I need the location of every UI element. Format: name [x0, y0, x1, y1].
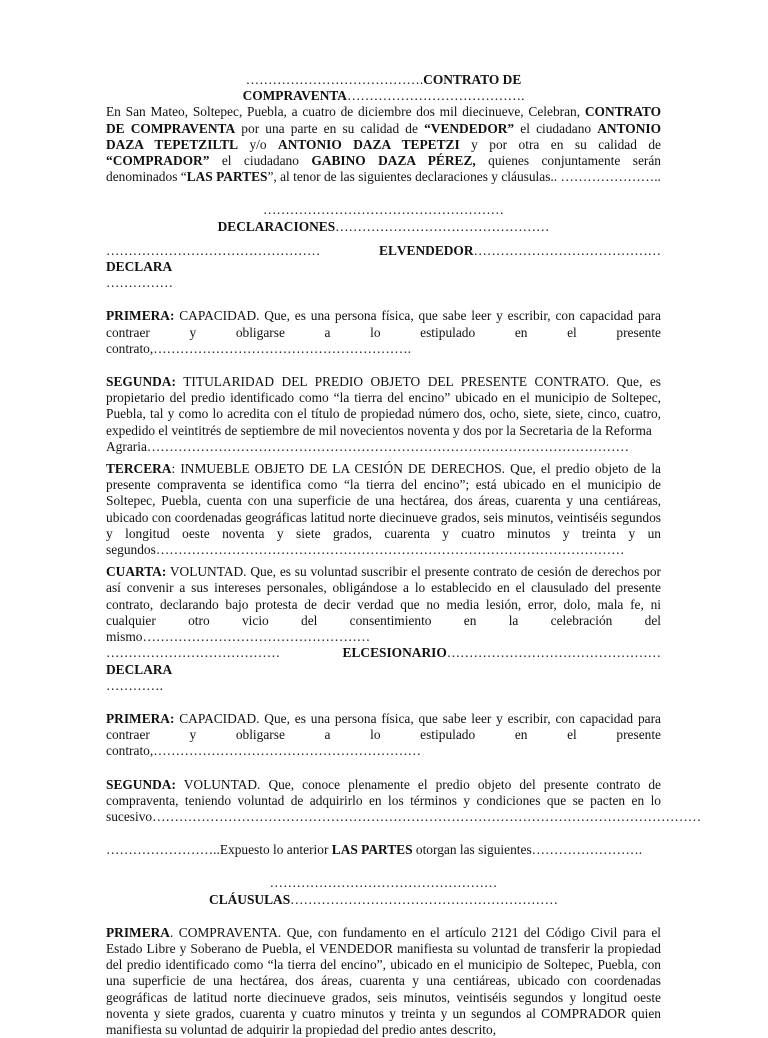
clause-label: TERCERA — [106, 461, 172, 477]
heading-dots: ………………………………………… — [446, 645, 661, 661]
heading-segment — [106, 645, 343, 677]
declara-vendedor-heading — [106, 243, 661, 275]
intro-text: y por otra en su calidad de — [459, 136, 661, 152]
clause-text: . COMPRAVENTA. Que, con fundamento en el artículo 2121 del Código Civil para el Estado Libre y Soberano de Puebla, el VENDEDOR manifiesta su voluntad de transferir la propiedad del predio identificado como “la tierra del encino”, ubicado en el municipio de Soltepec, Puebla, con una superficie de una hectárea, dos áreas, cuarenta y una centiáreas, ubicado con coordenadas geográficas de latitud norte diecinueve grados, seis minutos, veintiséis segundos y longitud oeste noventa y siete grados, cuarenta y cuatro minutos y treinta y un segundos al COMPRADOR quien manifiesta su voluntad de adquirir la propiedad del predio antes descrito, — [106, 924, 661, 1037]
vendedor-cuarta — [106, 564, 661, 645]
vendedor-primera — [106, 308, 661, 357]
heading-word: DECLARA — [106, 259, 173, 275]
title-dots-right: …………………………………. — [346, 88, 525, 104]
declaraciones-label: DECLARACIONES — [217, 218, 336, 234]
clause-label: PRIMERA: — [106, 710, 175, 726]
intro-parties: LAS PARTES — [186, 169, 268, 185]
clause-text: VOLUNTAD. Que, conoce plenamente el predio objeto del presente contrato de compraventa, teniendo voluntad de adquirirlo en los términos y condiciones que se pacten en lo sucesivo…………………………………………………………………………………………………………… — [106, 776, 702, 824]
intro-text: por una parte en su calidad de — [235, 120, 425, 136]
intro-buyer-name: GABINO DAZA PÉREZ, — [311, 153, 476, 169]
heading-dots: ………………………………………… — [106, 242, 321, 258]
intro-seller-alias: ANTONIO DAZA TEPETZI — [278, 136, 460, 152]
heading-word: DECLARA — [106, 661, 173, 677]
intro-text: ”, al tenor de las siguientes declaraciones y cláusulas.. ………………….. — [267, 169, 661, 185]
clausulas-label: CLÁUSULAS — [209, 891, 291, 907]
intro-paragraph — [106, 104, 661, 185]
document-title-line — [106, 72, 661, 104]
clause-text: : INMUEBLE OBJETO DE LA CESIÓN DE DERECHOS. Que, el predio objeto de la presente compraventa se identifica como “la tierra del encino”; está ubicado en el municipio de Soltepec, Puebla, cuenta con una superficie de una hectárea, dos áreas, cuarenta y una centiáreas, ubicado con coordenadas geográficas latitud norte diecinueve grados, seis minutos, veintiséis segundos y longitud oeste noventa y siete grados, cuarenta y cuatro minutos y treinta y un segundos…………………………………………………………………………………………… — [106, 461, 661, 558]
heading-word: VENDEDOR — [396, 242, 474, 258]
intro-contract-type: CONTRATO DE COMPRAVENTA — [106, 104, 661, 136]
heading-segment — [397, 243, 661, 275]
contract-document — [106, 72, 702, 1038]
clause-text: Agraria……………………………………………………………………………………………… — [106, 438, 629, 454]
heading-dots: ………………………………… — [106, 645, 281, 661]
heading-dots: ………………………………………… — [335, 218, 550, 234]
title-dots-left: …………………………………. — [245, 72, 424, 87]
clause-label: PRIMERA — [106, 924, 170, 940]
clause-label: PRIMERA: — [106, 308, 175, 324]
heading-dots-continuation — [106, 678, 661, 694]
intro-text: quienes conjuntamente serán denominados “ — [106, 153, 661, 185]
expuesto-paragraph — [106, 842, 661, 858]
heading-dots: …………………………………………………… — [290, 891, 558, 907]
heading-word: EL — [379, 242, 397, 258]
cesionario-segunda — [106, 776, 702, 826]
clause-label: CUARTA: — [106, 564, 167, 580]
heading-dots: …………………………………………… — [269, 875, 498, 891]
declaraciones-heading — [106, 202, 661, 234]
heading-segment — [360, 645, 661, 677]
vendedor-segunda-tail — [106, 439, 661, 455]
clausula-primera — [106, 925, 661, 1038]
intro-buyer-role: “COMPRADOR” — [106, 153, 210, 169]
heading-segment — [106, 243, 379, 275]
heading-dots: …………… — [106, 275, 173, 291]
heading-dots-continuation — [106, 275, 661, 291]
heading-word: CESIONARIO — [360, 645, 447, 661]
expuesto-text: otorgan las siguientes……………………. — [412, 842, 643, 858]
cesionario-primera — [106, 711, 661, 760]
document-title: CONTRATO DE COMPRAVENTA — [242, 72, 522, 104]
vendedor-segunda — [106, 374, 661, 439]
clause-label: SEGUNDA: — [106, 374, 176, 390]
intro-seller-name: ANTONIO DAZA TEPETZILTL — [106, 120, 661, 152]
heading-word: EL — [342, 645, 361, 661]
heading-dots: …………………………………… — [473, 242, 661, 258]
expuesto-parties: LAS PARTES — [331, 842, 413, 858]
clause-text: VOLUNTAD. Que, es su voluntad suscribir el presente contrato de cesión de derechos por así convenir a sus intereses personales, obligándose a lo establecido en el clausulado del presente contrato, declarando bajo protesta de decir verdad que no media lesión, error, dolo, mala fe, ni cualquier otro vicio del consentimiento en la celebración del mismo…………………………………………… — [106, 564, 661, 645]
vendedor-tercera — [106, 461, 661, 558]
heading-dots: …………. — [106, 677, 163, 693]
intro-seller-role: “VENDEDOR” — [424, 120, 515, 136]
clause-text: CAPACIDAD. Que, es una persona física, que sabe leer y escribir, con capacidad para contraer y obligarse a lo estipulado en el presente contrato,…………………………………………………… — [106, 710, 661, 759]
intro-text: y/o — [238, 136, 279, 152]
expuesto-text: ……………………..Expuesto lo anterior — [106, 842, 332, 858]
clause-label: SEGUNDA: — [106, 776, 176, 792]
heading-dots: ……………………………………………… — [262, 202, 505, 218]
intro-text: el ciudadano — [209, 153, 312, 169]
clausulas-heading — [106, 875, 661, 907]
intro-text: el ciudadano — [514, 120, 598, 136]
intro-text: En San Mateo, Soltepec, Puebla, a cuatro de diciembre dos mil diecinueve, Celebran, — [106, 104, 585, 120]
clause-text: TITULARIDAD DEL PREDIO OBJETO DEL PRESENTE CONTRATO. Que, es propietario del predio identificado como “la tierra del encino” ubicado en el municipio de Soltepec, Puebla, tal y como lo acredita con el título de propiedad número dos, ocho, siete, siete, cinco, cuatro, expedido el veintitrés de septiembre de mil novecientos noventa y dos por la Secretaria de la Reforma — [106, 374, 661, 438]
clause-text: CAPACIDAD. Que, es una persona física, que sabe leer y escribir, con capacidad para contraer y obligarse a lo estipulado en el presente contrato,…………………………………………………. — [106, 308, 661, 356]
declara-cesionario-heading — [106, 645, 661, 677]
